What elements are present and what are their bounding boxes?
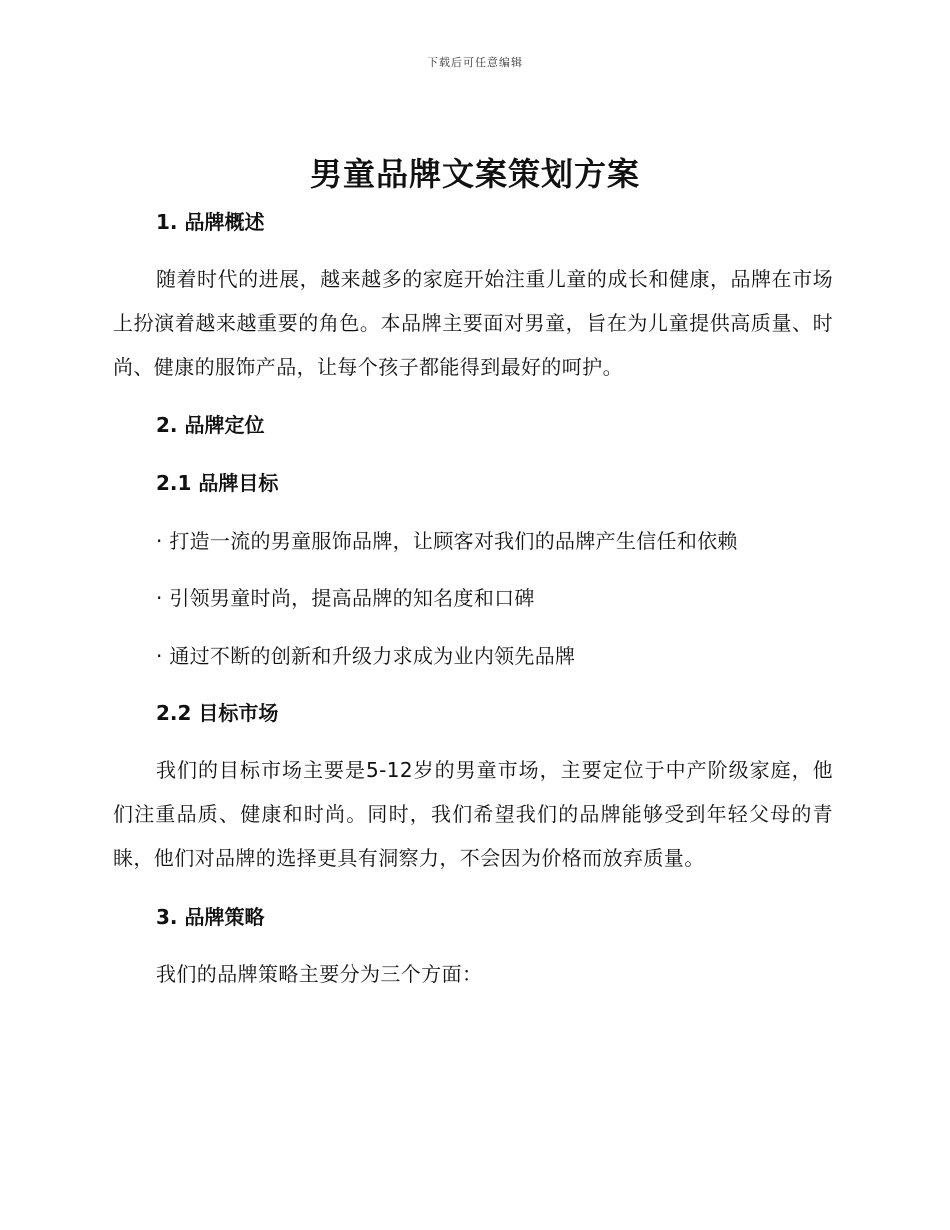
- section-heading-brand-overview: 1. 品牌概述: [156, 210, 265, 234]
- document-title: 男童品牌文案策划方案: [309, 155, 640, 193]
- section-heading-brand-strategy: 3. 品牌策略: [156, 905, 265, 929]
- paragraph-brand-overview: 随着时代的进展，越来越多的家庭开始注重儿童的成长和健康，品牌在市场上扮演着越来越重要的角色。本品牌主要面对男童，旨在为儿童提供高质量、时尚、健康的服饰产品，让每个孩子都能得到最好的呵护。: [113, 267, 833, 379]
- paragraph-brand-strategy-intro: 我们的品牌策略主要分为三个方面：: [156, 962, 483, 986]
- list-item-goal: · 通过不断的创新和升级力求成为业内领先品牌: [156, 644, 576, 668]
- section-heading-brand-positioning: 2. 品牌定位: [156, 413, 265, 437]
- page-header-note: 下载后可任意编辑: [427, 56, 523, 69]
- subsection-heading-target-market: 2.2 目标市场: [156, 701, 279, 725]
- list-item-goal: · 打造一流的男童服饰品牌，让顾客对我们的品牌产生信任和依赖: [156, 529, 738, 553]
- paragraph-target-market: 我们的目标市场主要是5-12岁的男童市场，主要定位于中产阶级家庭，他们注重品质、健康和时尚。同时，我们希望我们的品牌能够受到年轻父母的青睐，他们对品牌的选择更具有洞察力，不会因为价格而放弃质量。: [113, 758, 833, 870]
- subsection-heading-brand-goals: 2.1 品牌目标: [156, 471, 279, 495]
- list-item-goal: · 引领男童时尚，提高品牌的知名度和口碑: [156, 586, 535, 610]
